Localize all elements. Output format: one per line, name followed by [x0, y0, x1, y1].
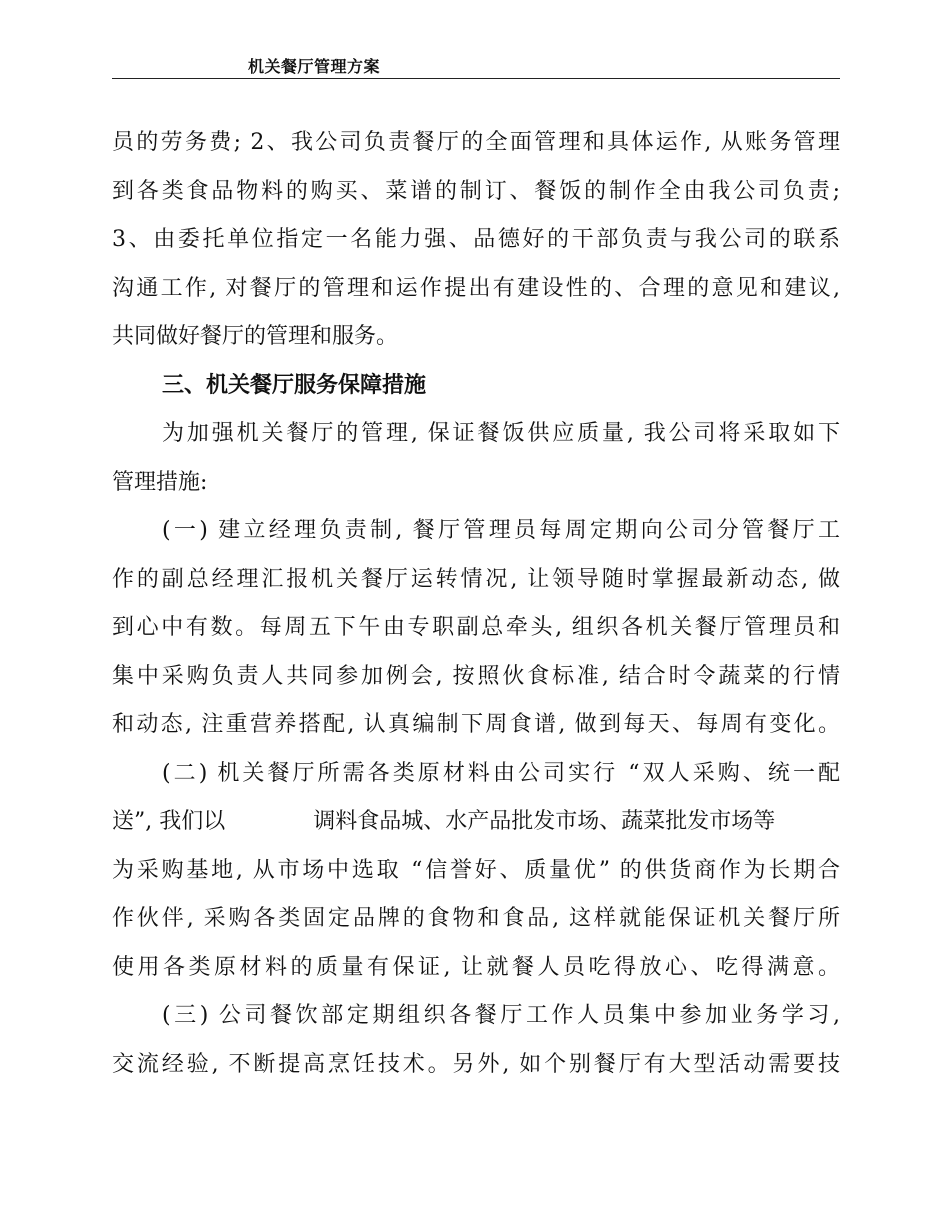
paragraph-line: 和动态, 注重营养搭配, 认真编制下周食谱, 做到每天、每周有变化。 — [112, 712, 840, 737]
paragraph-line: (三) 公司餐饮部定期组织各餐厅工作人员集中参加业务学习, — [162, 1003, 840, 1028]
document-body — [112, 119, 840, 1089]
paragraph-line: (二) 机关餐厅所需各类原材料由公司实行 “双人采购、统一配 — [162, 760, 840, 786]
paragraph-line: (一) 建立经理负责制, 餐厅管理员每周定期向公司分管餐厅工 — [162, 518, 840, 543]
line-segment: 送”, 我们以 — [112, 809, 226, 834]
paragraph-line: 到各类食品物料的购买、菜谱的制订、餐饭的制作全由我公司负责; — [112, 178, 840, 204]
paragraph-line: 管理措施: — [112, 469, 208, 495]
paragraph-line: 为加强机关餐厅的管理, 保证餐饭供应质量, 我公司将采取如下 — [162, 421, 840, 446]
paragraph-line: 员的劳务费; 2、我公司负责餐厅的全面管理和具体运作, 从账务管理 — [112, 130, 840, 155]
paragraph-line: 使用各类原材料的质量有保证, 让就餐人员吃得放心、吃得满意。 — [112, 954, 840, 980]
line-segment: 调料食品城、水产品批发市场、蔬菜批发市场等 — [313, 809, 776, 834]
paragraph-line-with-gap — [112, 798, 840, 847]
paragraph-line: 交流经验, 不断提高烹饪技术。另外, 如个别餐厅有大型活动需要技 — [112, 1051, 840, 1077]
document-title: 机关餐厅管理方案 — [248, 57, 381, 76]
paragraph-line: 共同做好餐厅的管理和服务。 — [112, 324, 399, 349]
paragraph-line: 为采购基地, 从市场中选取 “信誉好、质量优” 的供货商作为长期合 — [112, 857, 840, 883]
paragraph-line: 3、由委托单位指定一名能力强、品德好的干部负责与我公司的联系 — [112, 227, 840, 252]
paragraph-line: 沟通工作, 对餐厅的管理和运作提出有建设性的、合理的意见和建议, — [112, 275, 840, 301]
paragraph-line: 作伙伴, 采购各类固定品牌的食物和食品, 这样就能保证机关餐厅所 — [112, 906, 840, 931]
paragraph-line: 到心中有数。每周五下午由专职副总牵头, 组织各机关餐厅管理员和 — [112, 615, 840, 640]
page-header — [112, 52, 840, 79]
paragraph-line: 作的副总经理汇报机关餐厅运转情况, 让领导随时掌握最新动态, 做 — [112, 566, 840, 592]
section-heading: 三、机关餐厅服务保障措施 — [162, 372, 427, 398]
paragraph-line: 集中采购负责人共同参加例会, 按照伙食标准, 结合时令蔬菜的行情 — [112, 663, 840, 689]
